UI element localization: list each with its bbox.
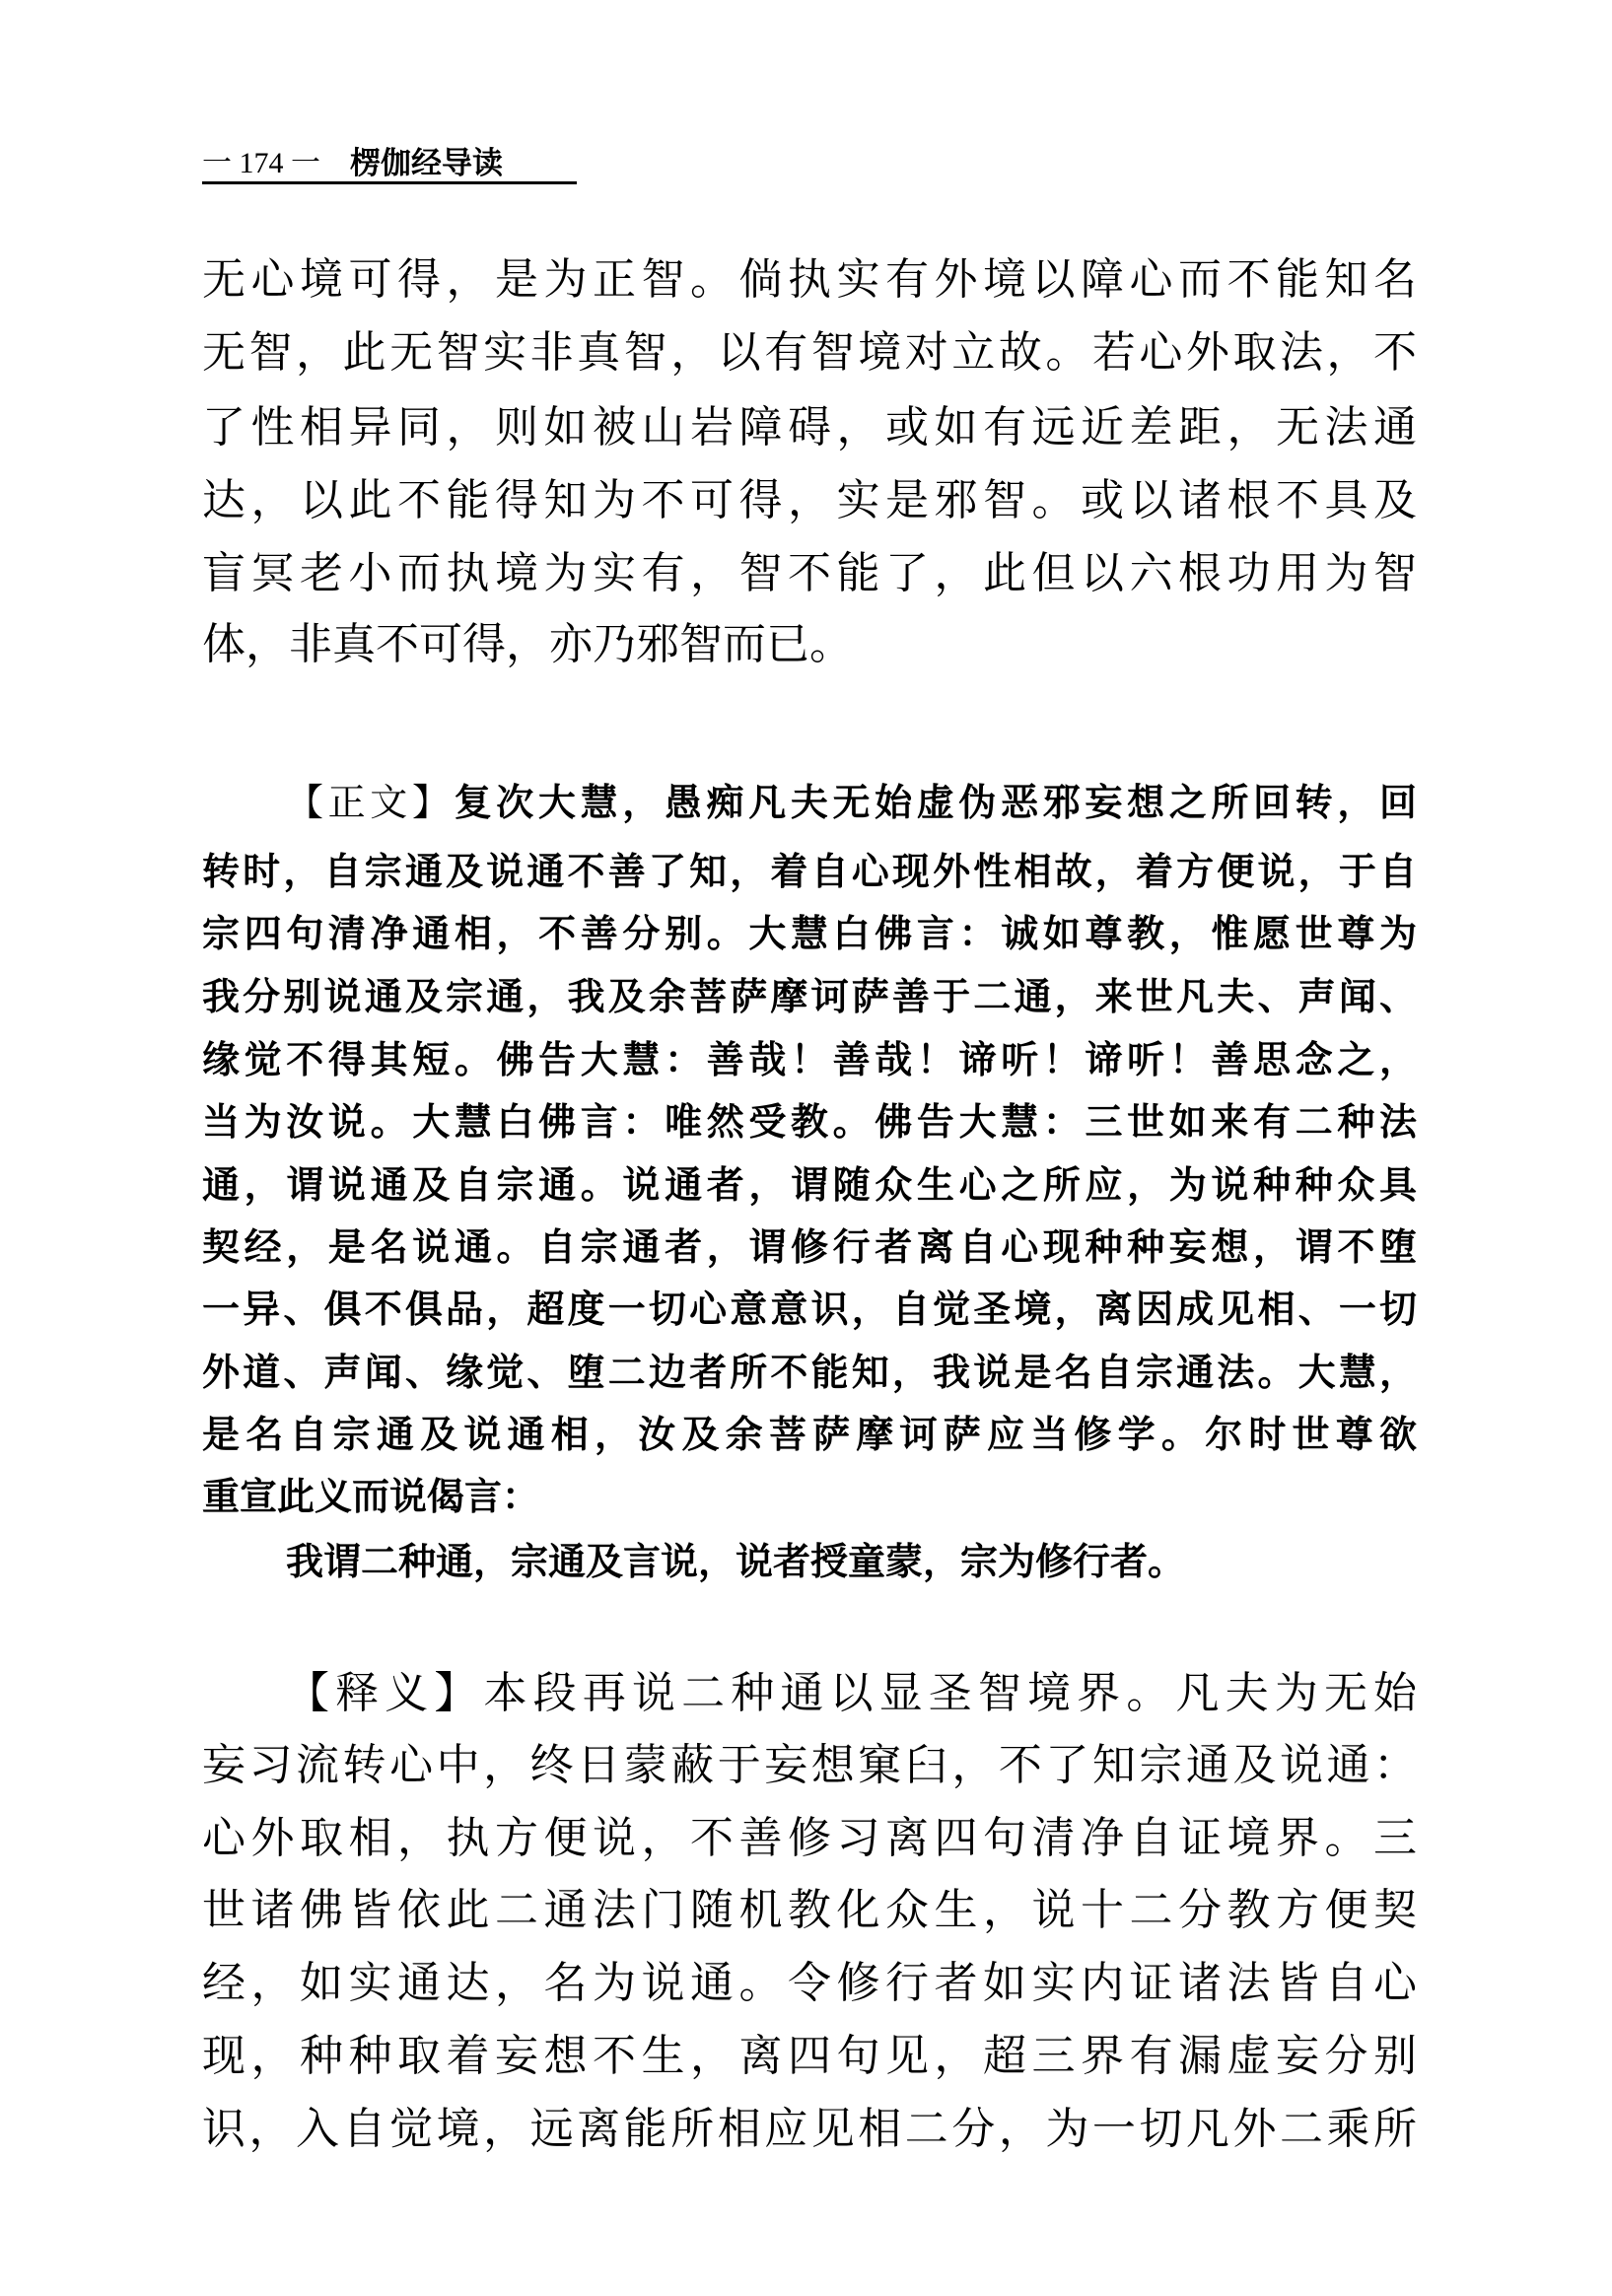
section-label: 【正文】 — [286, 781, 455, 824]
text-line: 经，如实通达，名为说通。令修行者如实内证诸法皆自心 — [202, 1958, 1417, 2008]
text-line: 达，以此不能得知为不可得，实是邪智。或以诸根不具及 — [202, 475, 1417, 525]
text-line: 重宣此义而说偈言： — [202, 1475, 540, 1518]
text-line: 现，种种取着妄想不生，离四句见，超三界有漏虚妄分别 — [202, 2031, 1417, 2081]
text-line: 转时，自宗通及说通不善了知，着自心现外性相故，着方便说，于自 — [202, 850, 1417, 893]
text-line: 一异、俱不俱品，超度一切心意意识，自觉圣境，离因成见相、一切 — [202, 1287, 1417, 1331]
text-line: 宗四句清净通相，不善分别。大慧白佛言：诚如尊教，惟愿世尊为 — [202, 912, 1417, 955]
text-line: 契经，是名说通。自宗通者，谓修行者离自心现种种妄想，谓不堕 — [202, 1225, 1417, 1269]
section-label: 【释义】 — [286, 1668, 484, 1718]
text-line: 当为汝说。大慧白佛言：唯然受教。佛告大慧：三世如来有二种法 — [202, 1100, 1417, 1144]
text-span: 复次大慧，愚痴凡夫无始虚伪恶邪妄想之所回转，回 — [454, 781, 1417, 824]
book-title: 楞伽经导读 — [350, 145, 503, 181]
running-header — [202, 138, 577, 184]
text-line: 妄习流转心中，终日蒙蔽于妄想窠臼，不了知宗通及说通： — [202, 1740, 1417, 1790]
text-line — [286, 1658, 1417, 1729]
text-line: 我分别说通及宗通，我及余菩萨摩诃萨善于二通，来世凡夫、声闻、 — [202, 975, 1417, 1018]
text-line: 外道、声闻、缘觉、堕二边者所不能知，我说是名自宗通法。大慧， — [202, 1351, 1417, 1394]
text-line: 盲冥老小而执境为实有，智不能了，此但以六根功用为智 — [202, 548, 1417, 598]
text-line: 无心境可得，是为正智。倘执实有外境以障心而不能知名 — [202, 254, 1417, 305]
text-line: 是名自宗通及说通相，汝及余菩萨摩诃萨应当修学。尔时世尊欲 — [202, 1413, 1417, 1456]
text-line: 通，谓说通及自宗通。说通者，谓随众生心之所应，为说种种众具 — [202, 1163, 1417, 1207]
page-number: 一 174 一 — [202, 147, 320, 179]
text-line: 无智，此无智实非真智，以有智境对立故。若心外取法，不 — [202, 327, 1417, 378]
text-line: 体，非真不可得，亦乃邪智而已。 — [202, 619, 853, 669]
verse-line: 我谓二种通，宗通及言说，说者授童蒙，宗为修行者。 — [286, 1540, 1186, 1583]
text-line: 识，入自觉境，远离能所相应见相二分，为一切凡外二乘所 — [202, 2104, 1417, 2154]
text-line: 世诸佛皆依此二通法门随机教化众生，说十二分教方便契 — [202, 1885, 1417, 1935]
text-line — [286, 771, 1417, 834]
text-line: 缘觉不得其短。佛告大慧：善哉！善哉！谛听！谛听！善思念之， — [202, 1038, 1417, 1081]
text-span: 本段再说二种通以显圣智境界。凡夫为无始 — [483, 1668, 1417, 1718]
text-line: 了性相异同，则如被山岩障碍，或如有远近差距，无法通 — [202, 402, 1417, 452]
text-line: 心外取相，执方便说，不善修习离四句清净自证境界。三 — [202, 1813, 1417, 1863]
